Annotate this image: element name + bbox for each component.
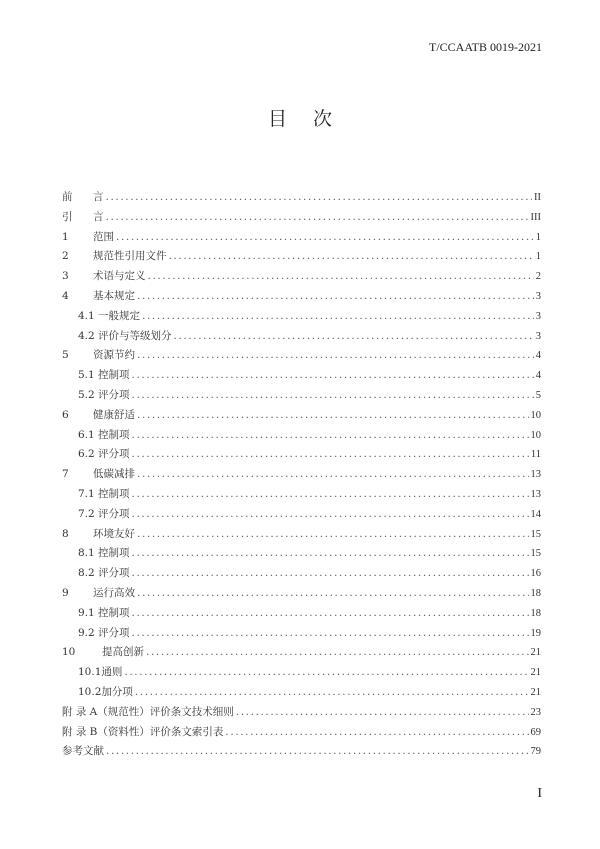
toc-entry-page: 19 — [530, 627, 541, 639]
leader-dots — [132, 445, 529, 465]
toc-entry[interactable] — [62, 188, 541, 208]
toc-entry[interactable] — [62, 742, 541, 762]
toc-entry-label: 8.1 控制项 — [78, 547, 130, 560]
leader-dots — [132, 366, 534, 386]
toc-entry-page: 3 — [535, 330, 541, 342]
leader-dots — [132, 386, 534, 406]
toc-entry-label: 7.2 评分项 — [78, 507, 130, 520]
toc-entry[interactable] — [62, 247, 541, 267]
toc-entry-label: 9.1 控制项 — [78, 606, 130, 619]
toc-entry-label: 健康舒适 — [93, 408, 135, 421]
leader-dots — [124, 663, 528, 683]
toc-entry-label: 附 录 B（资料性）评价条文索引表 — [62, 725, 224, 738]
toc-entry-number: 前 — [62, 191, 73, 203]
toc-entry[interactable] — [62, 703, 541, 723]
toc-entry[interactable] — [62, 208, 541, 228]
leader-dots — [137, 406, 529, 426]
toc-entry-page: 10 — [530, 409, 541, 421]
toc-entry[interactable] — [62, 346, 541, 366]
toc-entry[interactable] — [62, 544, 541, 564]
toc-entry[interactable] — [62, 643, 541, 663]
toc-entry-number: 9 — [62, 586, 69, 599]
toc-entry[interactable] — [62, 287, 541, 307]
leader-dots — [137, 465, 529, 485]
toc-entry-label: 6.1 控制项 — [78, 428, 130, 441]
toc-entry-page: 3 — [535, 290, 541, 302]
toc-entry-label: 运行高效 — [93, 586, 135, 599]
toc-entry-page: 4 — [535, 350, 541, 362]
toc-entry[interactable] — [62, 485, 541, 505]
toc-entry[interactable] — [62, 307, 541, 327]
leader-dots — [225, 723, 528, 743]
leader-dots — [106, 208, 529, 228]
leader-dots — [169, 247, 534, 267]
toc-entry-page: 21 — [530, 686, 541, 698]
toc-entry-label: 参考文献 — [62, 745, 104, 758]
toc-entry-label: 5.1 控制项 — [78, 369, 130, 382]
toc-entry[interactable] — [62, 327, 541, 347]
page-title: 目次 — [267, 108, 358, 130]
toc-entry-label: 5.2 评分项 — [78, 388, 130, 401]
toc-entry-label: 提高创新 — [102, 646, 144, 659]
toc-entry-label: 环境友好 — [93, 527, 135, 540]
leader-dots — [132, 544, 529, 564]
toc-entry-label: 规范性引用文件 — [93, 250, 167, 263]
toc-entry[interactable] — [62, 525, 541, 545]
toc-entry-number: 引 — [62, 210, 73, 223]
leader-dots — [132, 505, 529, 525]
toc-entry-page: 21 — [530, 667, 541, 679]
leader-dots — [174, 327, 534, 347]
toc-entry-label: 低碳减排 — [93, 468, 135, 481]
toc-entry-number: 7 — [62, 468, 69, 481]
toc-entry-page: 13 — [530, 488, 541, 500]
toc-entry-page: 1 — [535, 231, 541, 243]
toc-entry-page: 3 — [535, 310, 541, 322]
toc-entry-page: 2 — [535, 271, 541, 283]
toc-entry-page: 13 — [530, 469, 541, 481]
toc-entry-page: 21 — [530, 647, 541, 659]
page-number: I — [537, 786, 542, 801]
leader-dots — [148, 267, 534, 287]
toc-entry[interactable] — [62, 683, 541, 703]
toc-entry-page: 15 — [530, 548, 541, 560]
toc-entry-label: 10.2加分项 — [78, 685, 133, 698]
toc-entry-label: 术语与定义 — [93, 270, 146, 283]
toc-entry-label: 附 录 A（规范性）评价条文技术细则 — [62, 705, 234, 718]
document-code: T/CCAATB 0019-2021 — [428, 40, 542, 54]
toc-entry[interactable] — [62, 426, 541, 446]
toc-entry-number: 10 — [62, 646, 76, 659]
toc-entry[interactable] — [62, 663, 541, 683]
toc-entry-number: 5 — [62, 349, 69, 362]
toc-entry-number: 1 — [62, 230, 69, 243]
leader-dots — [236, 703, 529, 723]
toc-entry[interactable] — [62, 366, 541, 386]
toc-entry-label: 10.1通则 — [78, 666, 123, 679]
toc-entry-label: 基本规定 — [93, 289, 135, 302]
toc-entry-page: 10 — [530, 429, 541, 441]
leader-dots — [132, 564, 529, 584]
toc-entry[interactable] — [62, 445, 541, 465]
toc-entry-page: 5 — [535, 389, 541, 401]
toc-entry[interactable] — [62, 604, 541, 624]
toc-entry[interactable] — [62, 505, 541, 525]
table-of-contents — [62, 188, 541, 762]
toc-entry-number: 8 — [62, 527, 69, 540]
leader-dots — [137, 584, 529, 604]
toc-entry-page: III — [530, 211, 541, 223]
toc-entry-page: 18 — [530, 607, 541, 619]
toc-entry-label: 资源节约 — [93, 349, 135, 362]
leader-dots — [116, 228, 534, 248]
leader-dots — [135, 683, 529, 703]
toc-entry-number: 2 — [62, 250, 69, 263]
toc-entry-page: 15 — [530, 528, 541, 540]
toc-entry-page: 18 — [530, 587, 541, 599]
toc-entry-number: 6 — [62, 408, 69, 421]
toc-entry-label: 言 — [93, 191, 104, 203]
toc-entry-label: 范围 — [93, 230, 114, 243]
toc-entry-label: 8.2 评分项 — [78, 567, 130, 580]
leader-dots — [132, 485, 529, 505]
leader-dots — [106, 742, 529, 762]
toc-entry-page: 23 — [530, 706, 541, 718]
leader-dots — [132, 604, 529, 624]
leader-dots — [146, 643, 529, 663]
toc-entry-page: II — [534, 192, 541, 203]
toc-entry[interactable] — [62, 624, 541, 644]
toc-entry-label: 4.2 评价与等级划分 — [78, 329, 172, 342]
toc-entry-page: 14 — [530, 508, 541, 520]
toc-entry[interactable] — [62, 406, 541, 426]
toc-entry[interactable] — [62, 723, 541, 743]
toc-entry-label: 9.2 评分项 — [78, 626, 130, 639]
toc-entry-page: 11 — [530, 449, 541, 461]
toc-entry-label: 6.2 评分项 — [78, 448, 130, 461]
toc-entry-label: 言 — [93, 210, 104, 223]
leader-dots — [137, 287, 534, 307]
toc-entry[interactable] — [62, 386, 541, 406]
leader-dots — [132, 624, 529, 644]
leader-dots — [132, 426, 529, 446]
toc-entry[interactable] — [62, 465, 541, 485]
toc-entry-label: 7.1 控制项 — [78, 487, 130, 500]
toc-entry-page: 16 — [530, 568, 541, 580]
toc-entry-number: 3 — [62, 270, 69, 283]
toc-entry-number: 4 — [62, 289, 69, 302]
toc-entry-page: 4 — [535, 370, 541, 382]
leader-dots — [137, 525, 529, 545]
toc-entry[interactable] — [62, 584, 541, 604]
toc-entry-page: 1 — [535, 251, 541, 263]
toc-entry-page: 79 — [530, 746, 541, 758]
leader-dots — [142, 307, 534, 327]
leader-dots — [137, 346, 534, 366]
toc-entry[interactable] — [62, 228, 541, 248]
leader-dots — [106, 188, 533, 208]
toc-entry[interactable] — [62, 267, 541, 287]
toc-entry-page: 69 — [530, 726, 541, 738]
toc-entry[interactable] — [62, 564, 541, 584]
toc-entry-label: 4.1 一般规定 — [78, 309, 141, 322]
